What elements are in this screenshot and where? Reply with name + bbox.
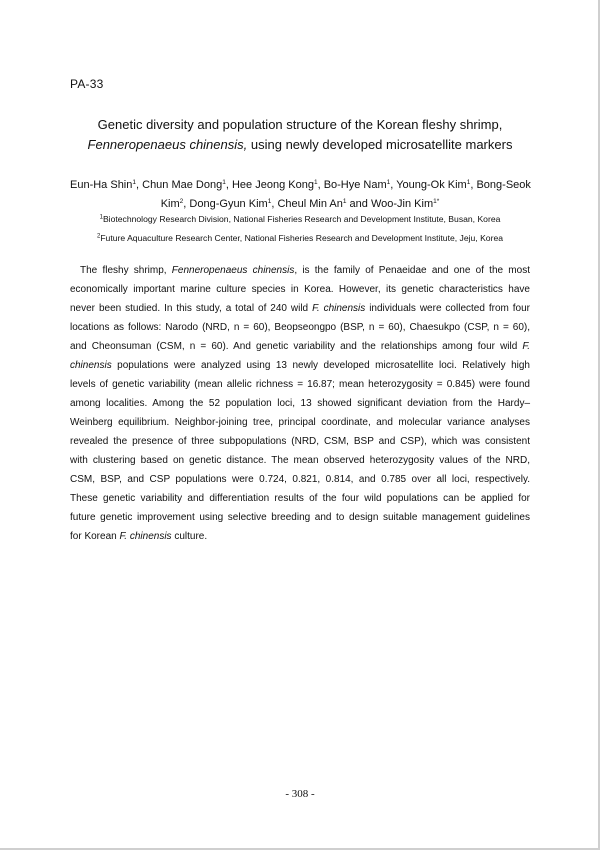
abstract-line: The fleshy shrimp, Fenneropenaeus chinensis, is the family of Penaeidae and one of the most bbox=[80, 265, 530, 276]
page-number: - 308 - bbox=[285, 788, 315, 800]
abstract-line: future genetic improvement using selective breeding and to design suitable management guidelines bbox=[70, 512, 530, 523]
author-name: Woo-Jin Kim bbox=[370, 198, 434, 210]
abstract-line: chinensis populations were analyzed using 13 newly developed microsatellite loci. Relatively high bbox=[70, 360, 530, 371]
author-line-1: Eun-Ha Shin$^1$, Chun Mae Dong$^1$, Hee Jeong Kong$^1$, Bo-Hye Nam$^1$, Young-Ok Kim$^1$, Bong-Seok bbox=[70, 179, 531, 191]
author-affiliation-mark: 1 bbox=[342, 198, 347, 205]
species-name: Fenneropenaeus chinensis, bbox=[87, 137, 248, 152]
title-line-1: Genetic diversity and population structure of the Korean fleshy shrimp, bbox=[97, 117, 503, 132]
abstract-line: for Korean F. chinensis culture. bbox=[70, 531, 208, 542]
affiliation-number: 1 bbox=[99, 214, 103, 221]
title-line-2-rest: using newly developed microsatellite markers bbox=[247, 137, 513, 152]
abstract-line: locations as follows: Narodo (NRD, n = 60), Beopseongpo (BSP, n = 60), Chaesukpo (CSP, n = 60), bbox=[70, 322, 530, 333]
abstract-line: CSM, BSP, and CSP populations were 0.724, 0.821, 0.814, and 0.785 over all loci, respectively. bbox=[70, 474, 530, 485]
author-name: Bo-Hye Nam bbox=[323, 179, 387, 191]
author-name: Dong-Gyun Kim bbox=[189, 198, 268, 210]
author-name: Young-Ok Kim bbox=[396, 179, 467, 191]
paper-title bbox=[60, 115, 540, 155]
species-name: F. bbox=[522, 341, 530, 352]
author-name: Eun-Ha Shin bbox=[70, 179, 133, 191]
species-name: Fenneropenaeus chinensis bbox=[171, 265, 295, 276]
abstract-line: revealed the presence of three subpopulations (NRD, CSM, BSP and CSP), which was consistent bbox=[70, 436, 530, 447]
species-name: F. chinensis bbox=[119, 531, 172, 542]
affiliation-1 bbox=[60, 210, 540, 229]
species-name: F. chinensis bbox=[312, 303, 366, 314]
affiliation-text: Biotechnology Research Division, National Fisheries Research and Development Institute, Busan, Korea bbox=[102, 214, 501, 224]
author-affiliation-mark: 1 bbox=[222, 179, 226, 186]
author-affiliation-mark: 1 bbox=[313, 179, 318, 186]
species-name: chinensis bbox=[70, 360, 112, 371]
abstract-code: PA-33 bbox=[70, 77, 104, 91]
affiliation-list bbox=[60, 210, 540, 248]
affiliation-text: Future Aquaculture Research Center, National Fisheries Research and Development Institute, Jeju, Korea bbox=[100, 233, 504, 243]
affiliation-number: 2 bbox=[96, 233, 101, 240]
affiliation-2 bbox=[60, 229, 540, 248]
abstract-line: Weinberg equilibrium. Neighbor-joining tree, principal coordinate, and molecular variance analyses bbox=[70, 417, 530, 428]
abstract-line: economically important marine culture species in Korea. However, its genetic characteristics have bbox=[70, 284, 530, 295]
title-line-2 bbox=[60, 135, 540, 155]
abstract-line: with clustering based on genetic distance. The mean observed heterozygosity values of the NRD, bbox=[70, 455, 530, 466]
author-affiliation-mark: 1 bbox=[267, 198, 272, 205]
abstract-line: and Cheonsuman (CSM, n = 60). And genetic variability and the relationships among four wild F. bbox=[70, 341, 530, 352]
author-affiliation-mark: 1 bbox=[132, 179, 136, 186]
abstract-line: among localities. Among the 52 population loci, 13 showed significant deviation from the Hardy– bbox=[70, 398, 530, 409]
author-affiliation-mark: 1 bbox=[386, 179, 391, 186]
abstract-line: levels of genetic variability (mean allelic richness = 16.87; mean heterozygosity = 0.845) were found bbox=[70, 379, 530, 390]
author-affiliation-mark: 2 bbox=[179, 198, 184, 205]
abstract-line: never been studied. In this study, a total of 240 wild F. chinensis individuals were collected from four bbox=[70, 303, 530, 314]
author-affiliation-mark: 1 bbox=[466, 179, 471, 186]
author-name: Cheul Min An bbox=[277, 198, 343, 210]
author-name: Hee Jeong Kong bbox=[231, 179, 314, 191]
author-line-2: Kim$^2$, Dong-Gyun Kim$^1$, Cheul Min An$^1$ and Woo-Jin Kim$^{1*}$ bbox=[160, 198, 440, 210]
author-name: Chun Mae Dong bbox=[142, 179, 223, 191]
abstract-body bbox=[70, 261, 530, 546]
abstract-line: These genetic variability and differentiation results of the four wild populations can be applied for bbox=[70, 493, 530, 504]
author-list bbox=[70, 176, 530, 214]
author-affiliation-mark: 1* bbox=[433, 198, 440, 205]
